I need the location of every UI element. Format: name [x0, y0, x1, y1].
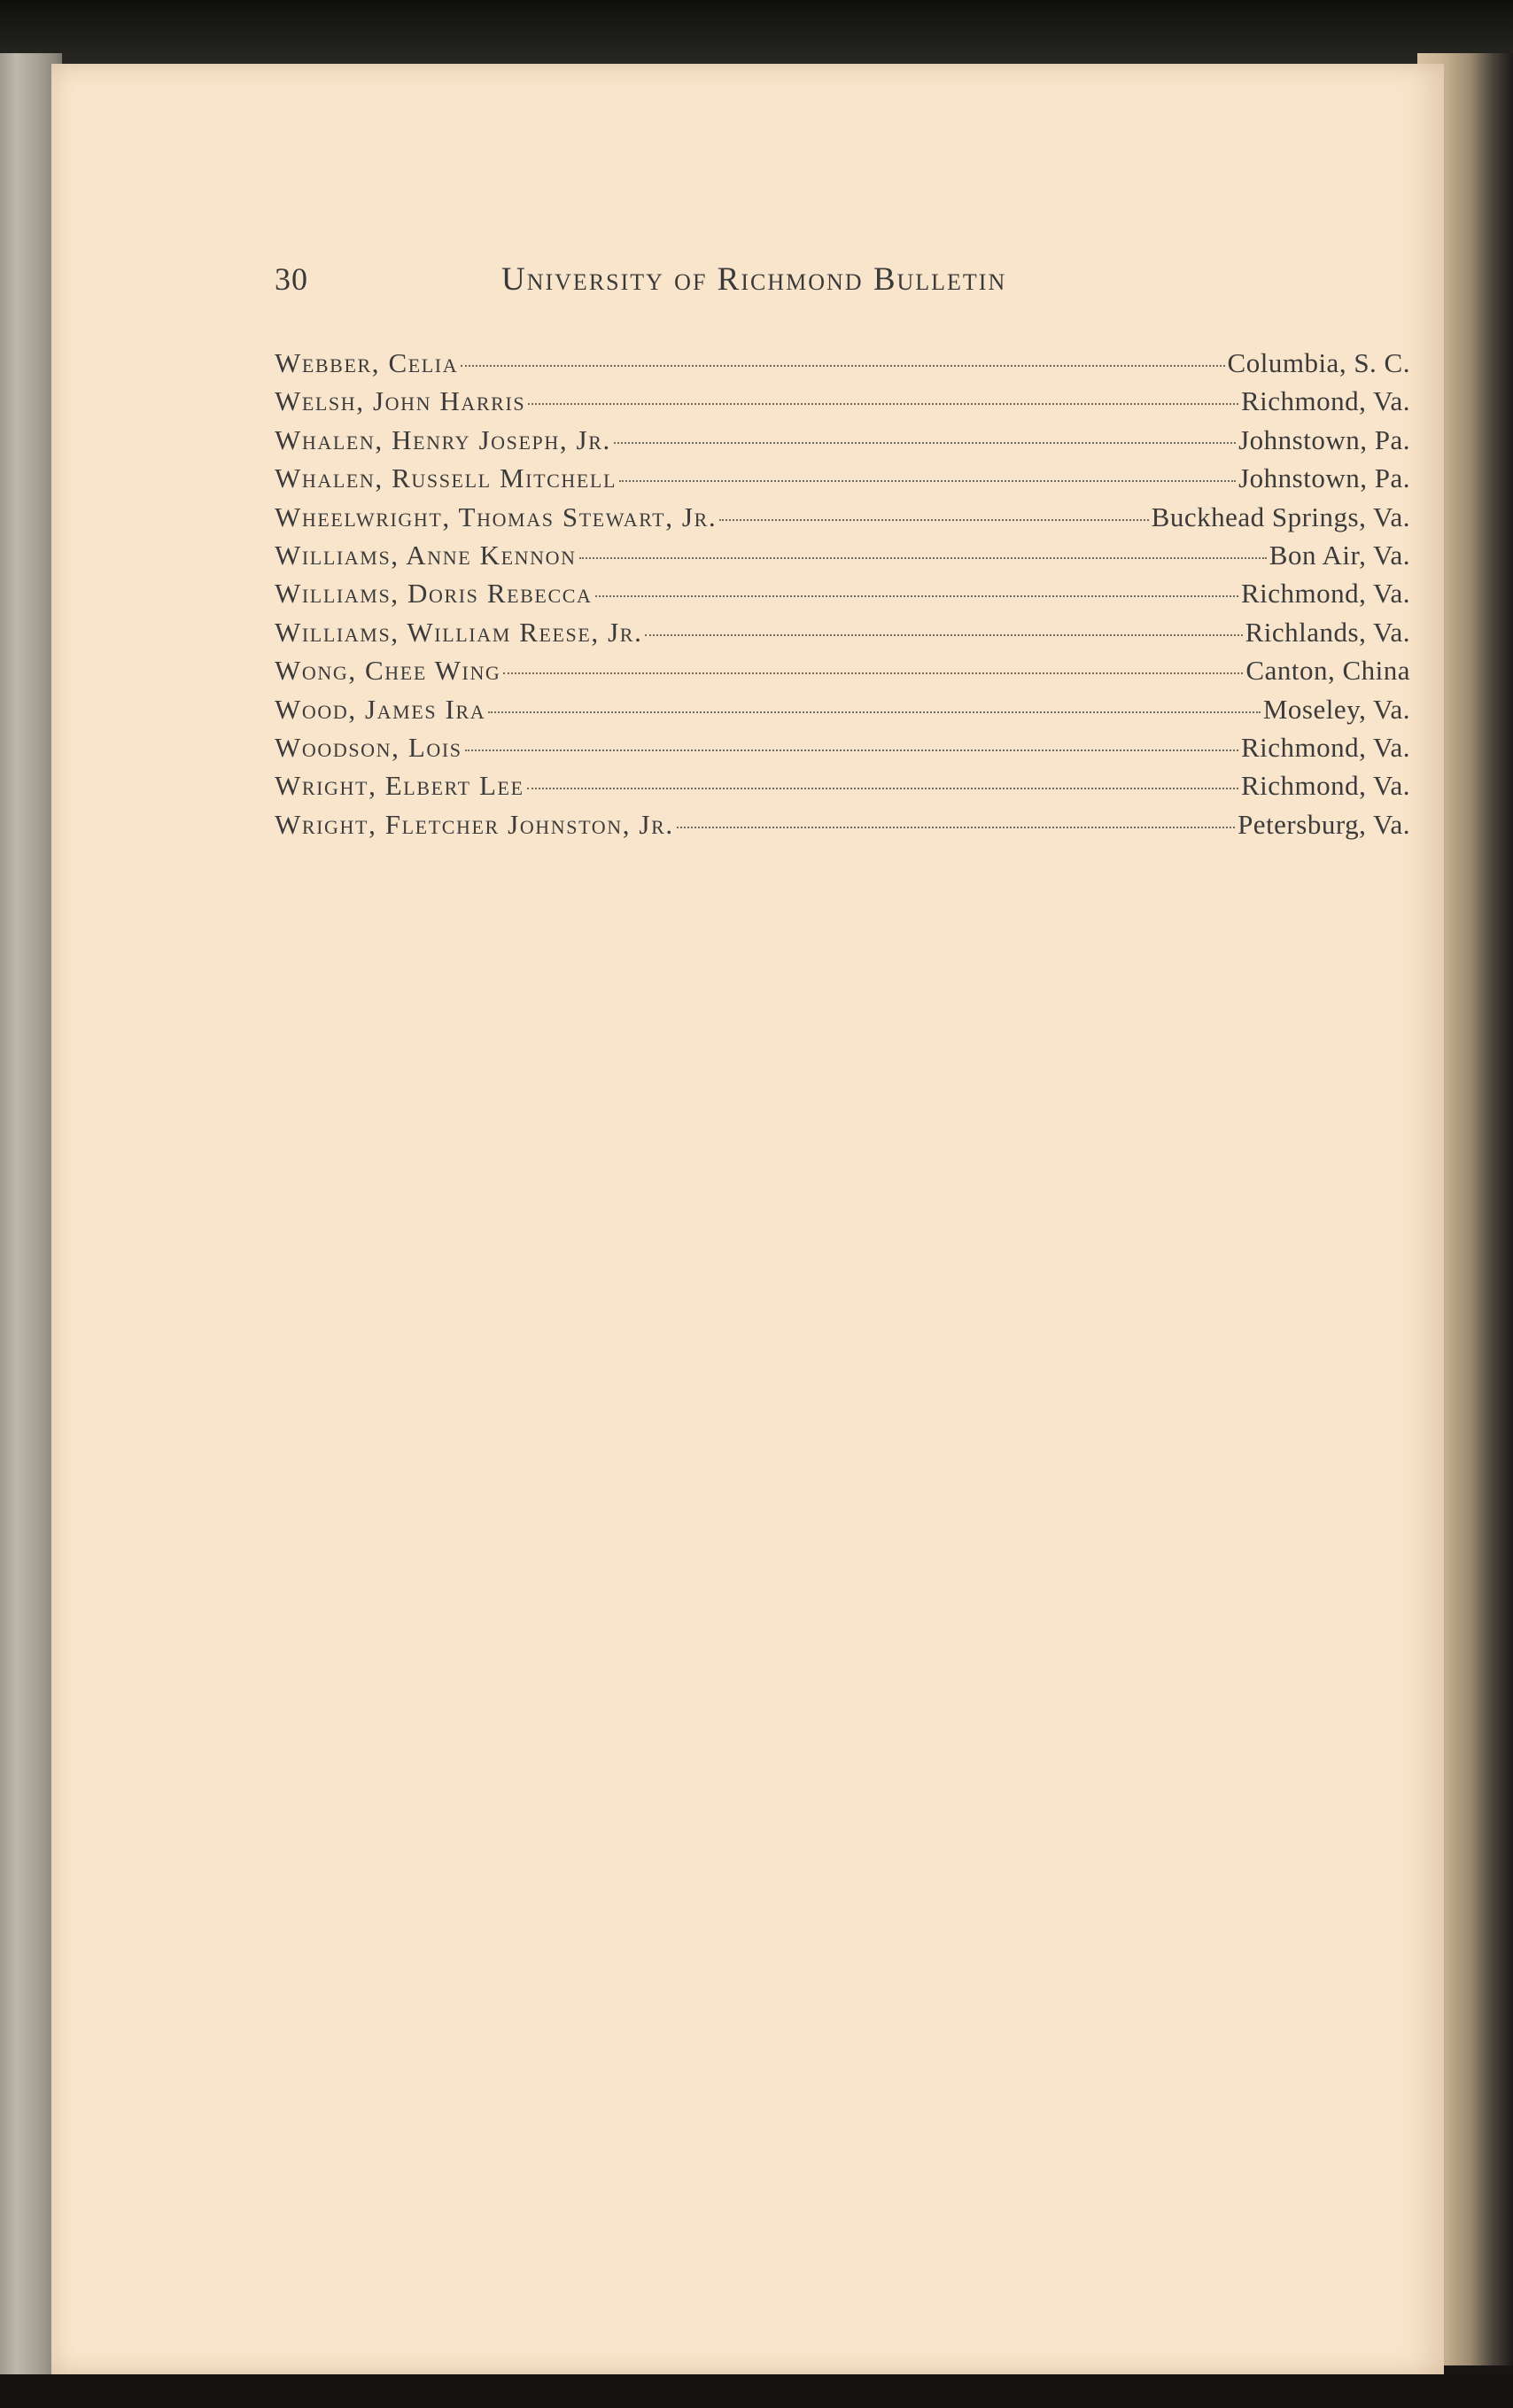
- hometown: Canton, China: [1245, 655, 1410, 687]
- dot-leader: [645, 634, 1242, 636]
- list-item: [275, 655, 1410, 693]
- book-cover-top-edge: [0, 0, 1513, 71]
- dot-leader: [579, 557, 1267, 559]
- list-item: [275, 462, 1410, 501]
- list-item: [275, 347, 1410, 385]
- page-header: [275, 260, 1408, 314]
- student-name: Whalen, Henry Joseph, Jr.: [275, 423, 611, 455]
- list-item: [275, 578, 1410, 616]
- dot-leader: [719, 519, 1148, 521]
- student-directory-list: [275, 347, 1410, 847]
- book-cover-bottom-edge: [0, 2374, 1513, 2408]
- page-number: 30: [275, 261, 308, 297]
- student-name: Wheelwright, Thomas Stewart, Jr.: [275, 501, 718, 532]
- list-item: [275, 732, 1410, 770]
- dot-leader: [595, 595, 1238, 597]
- student-name: Wong, Chee Wing: [275, 655, 501, 687]
- hometown: Johnstown, Pa.: [1238, 462, 1410, 494]
- list-item: [275, 770, 1410, 808]
- list-item: [275, 501, 1410, 540]
- list-item: [275, 694, 1410, 732]
- list-item: [275, 809, 1410, 847]
- hometown: Richmond, Va.: [1240, 578, 1410, 610]
- hometown: Moseley, Va.: [1262, 693, 1410, 725]
- book-page: [51, 64, 1444, 2374]
- student-name: Whalen, Russell Mitchell: [275, 462, 617, 494]
- hometown: Richlands, Va.: [1245, 616, 1410, 648]
- hometown: Johnstown, Pa.: [1238, 423, 1410, 455]
- student-name: Williams, William Reese, Jr.: [275, 616, 643, 648]
- hometown: Buckhead Springs, Va.: [1151, 501, 1410, 532]
- page-content: [51, 64, 1444, 2374]
- list-item: [275, 617, 1410, 655]
- student-name: Wright, Fletcher Johnston, Jr.: [275, 808, 674, 840]
- hometown: Bon Air, Va.: [1269, 539, 1410, 571]
- dot-leader: [619, 480, 1236, 482]
- list-item: [275, 424, 1410, 462]
- student-name: Williams, Anne Kennon: [275, 539, 577, 571]
- student-name: Wright, Elbert Lee: [275, 770, 524, 802]
- dot-leader: [528, 403, 1238, 405]
- dot-leader: [461, 365, 1224, 367]
- student-name: Woodson, Lois: [275, 731, 462, 763]
- student-name: Wood, James Ira: [275, 693, 486, 725]
- running-head: University of Richmond Bulletin: [501, 261, 1007, 298]
- list-item: [275, 540, 1410, 578]
- dot-leader: [503, 672, 1243, 674]
- hometown: Columbia, S. C.: [1227, 347, 1410, 378]
- student-name: Webber, Celia: [275, 347, 459, 378]
- list-item: [275, 385, 1410, 423]
- student-name: Welsh, John Harris: [275, 385, 526, 417]
- hometown: Richmond, Va.: [1240, 731, 1410, 763]
- dot-leader: [677, 827, 1235, 828]
- hometown: Petersburg, Va.: [1238, 808, 1410, 840]
- hometown: Richmond, Va.: [1240, 770, 1410, 802]
- dot-leader: [488, 711, 1261, 713]
- dot-leader: [614, 442, 1236, 444]
- dot-leader: [465, 750, 1238, 751]
- dot-leader: [527, 788, 1238, 789]
- student-name: Williams, Doris Rebecca: [275, 578, 593, 610]
- hometown: Richmond, Va.: [1240, 385, 1410, 417]
